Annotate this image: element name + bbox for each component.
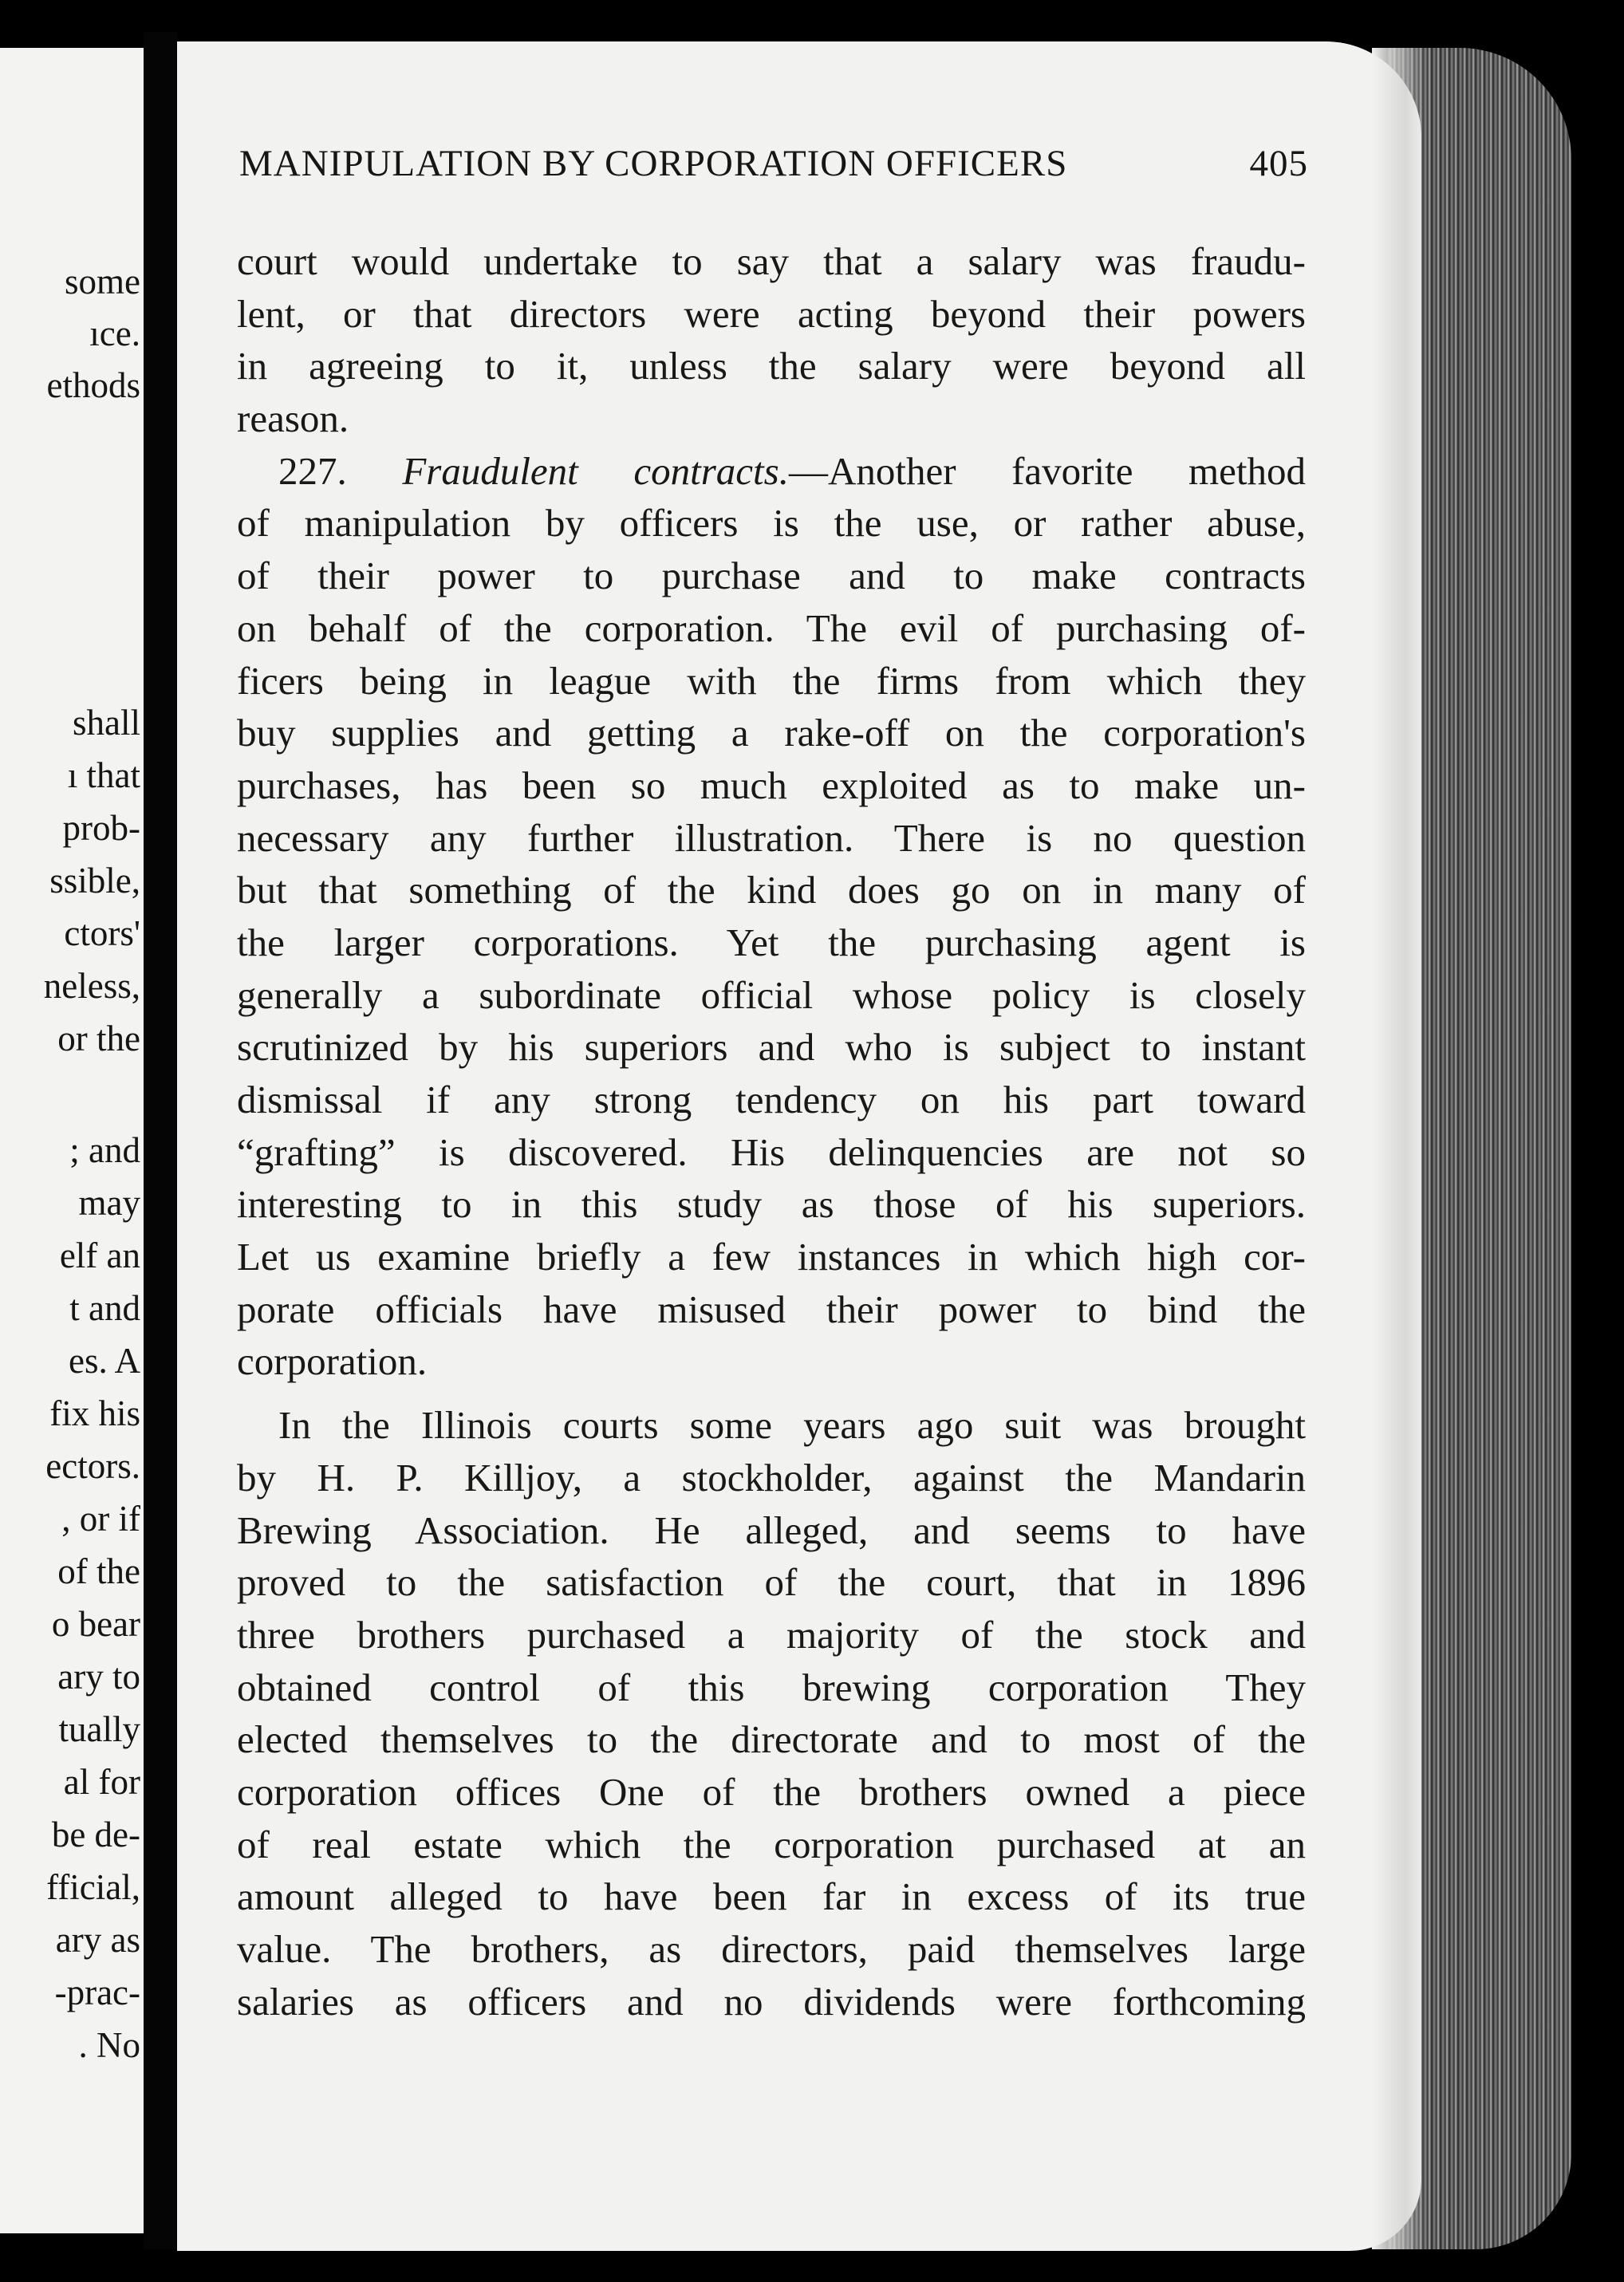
left-line-6: prob- [62,808,140,848]
text-line: necessary any further illustration. There is no question [237,815,1306,860]
section-number: 227. [278,448,347,493]
text-line: “grafting” is discovered. His delinquencies are not so [237,1129,1306,1174]
left-line-13: elf an [59,1236,140,1275]
left-line-16: fix his [49,1393,140,1433]
text-line: by H. P. Killjoy, a stockholder, against the Mandarin [237,1455,1306,1500]
left-line-2: ıce. [89,313,140,353]
left-line-23: al for [63,1762,140,1802]
paragraph-2 [237,445,1306,1388]
left-line-19: of the [57,1551,140,1591]
text-line: lent, or that directors were acting beyond their powers [237,291,1306,336]
text-line: In the Illinois courts some years ago suit was brought [278,1403,1306,1448]
section-heading: Fraudulent contracts. [402,448,789,493]
left-line-22: tually [58,1709,140,1749]
text-line: corporation offices One of the brothers owned a piece [237,1769,1306,1814]
running-title: MANIPULATION BY CORPORATION OFFICERS [239,143,1068,184]
text-line: three brothers purchased a majority of the stock and [237,1612,1306,1657]
page-number: 405 [1249,143,1308,184]
text-line: on behalf of the corporation. The evil of purchasing of- [237,605,1306,650]
text-line: ficers being in league with the firms from which they [237,658,1306,703]
left-line-14: t and [69,1288,140,1328]
text-line: obtained control of this brewing corporation They [237,1665,1306,1709]
left-line-10: or the [57,1019,140,1058]
left-line-21: ary to [57,1657,140,1697]
text-line: court would undertake to say that a salary was fraudu- [237,239,1306,283]
book-gutter [144,32,177,2249]
left-line-20: o bear [51,1604,140,1644]
text-line: buy supplies and getting a rake-off on the corporation's [237,711,1306,755]
left-line-24: be de- [51,1815,140,1854]
text-line: scrutinized by his superiors and who is subject to instant [237,1025,1306,1070]
section-first-line-rest: —Another favorite method [788,448,1306,493]
left-line-7: ssible, [49,861,140,901]
left-line-28: . No [78,2025,140,2065]
left-page-fragment [0,48,150,2233]
body-text [237,235,1306,2028]
text-line: dismissal if any strong tendency on his part toward [237,1078,1306,1121]
text-line: corporation. [237,1339,428,1384]
text-line: salaries as officers and no dividends were forthcoming [237,1979,1306,2024]
text-line: but that something of the kind does go on in many of [237,868,1306,912]
text-line: purchases, has been so much exploited as to make un- [237,763,1306,807]
section-heading-line [237,445,1306,498]
text-line: Brewing Association. He alleged, and seems to have [237,1508,1306,1552]
text-line: porate officials have misused their power to bind the [237,1287,1306,1331]
left-line-17: ectors. [45,1446,140,1486]
text-line: of real estate which the corporation purchased at an [237,1822,1306,1866]
text-line: in agreeing to it, unless the salary were beyond all [237,344,1306,388]
left-line-15: es. A [69,1341,140,1381]
text-line: amount alleged to have been far in excess of its true [237,1874,1306,1919]
left-line-26: ary as [55,1920,140,1960]
text-line: generally a subordinate official whose policy is closely [237,972,1306,1017]
left-line-3: ethods [46,365,140,405]
text-line: elected themselves to the directorate and to most of the [237,1717,1306,1762]
left-line-9: neless, [43,966,140,1006]
text-line: of their power to purchase and to make contracts [237,554,1306,598]
left-line-8: ctors' [64,913,140,953]
paragraph-1 [237,235,1306,445]
text-line: the larger corporations. Yet the purchasing agent is [237,920,1306,964]
left-line-12: may [78,1183,140,1223]
left-line-11: ; and [69,1130,140,1170]
left-line-5: ı that [67,755,140,795]
left-page-text [0,48,140,2233]
text-line: interesting to in this study as those of his superiors. [237,1182,1306,1227]
text-line: Let us examine briefly a few instances in which high cor- [237,1235,1306,1279]
text-line: of manipulation by officers is the use, or rather abuse, [237,501,1306,546]
left-line-25: fficial, [46,1867,140,1907]
text-line: value. The brothers, as directors, paid themselves large [237,1927,1306,1971]
text-line: proved to the satisfaction of the court, that in 1896 [237,1560,1306,1605]
left-line-18: , or if [61,1499,140,1539]
paragraph-gap [237,1388,1306,1399]
text-line: reason. [237,396,349,441]
left-line-1: some [65,262,140,302]
paragraph-3 [237,1399,1306,2028]
left-line-27: -prac- [54,1973,140,2012]
running-head [239,142,1308,198]
page-edge-shade [1372,48,1428,2249]
left-line-4: shall [73,703,140,743]
